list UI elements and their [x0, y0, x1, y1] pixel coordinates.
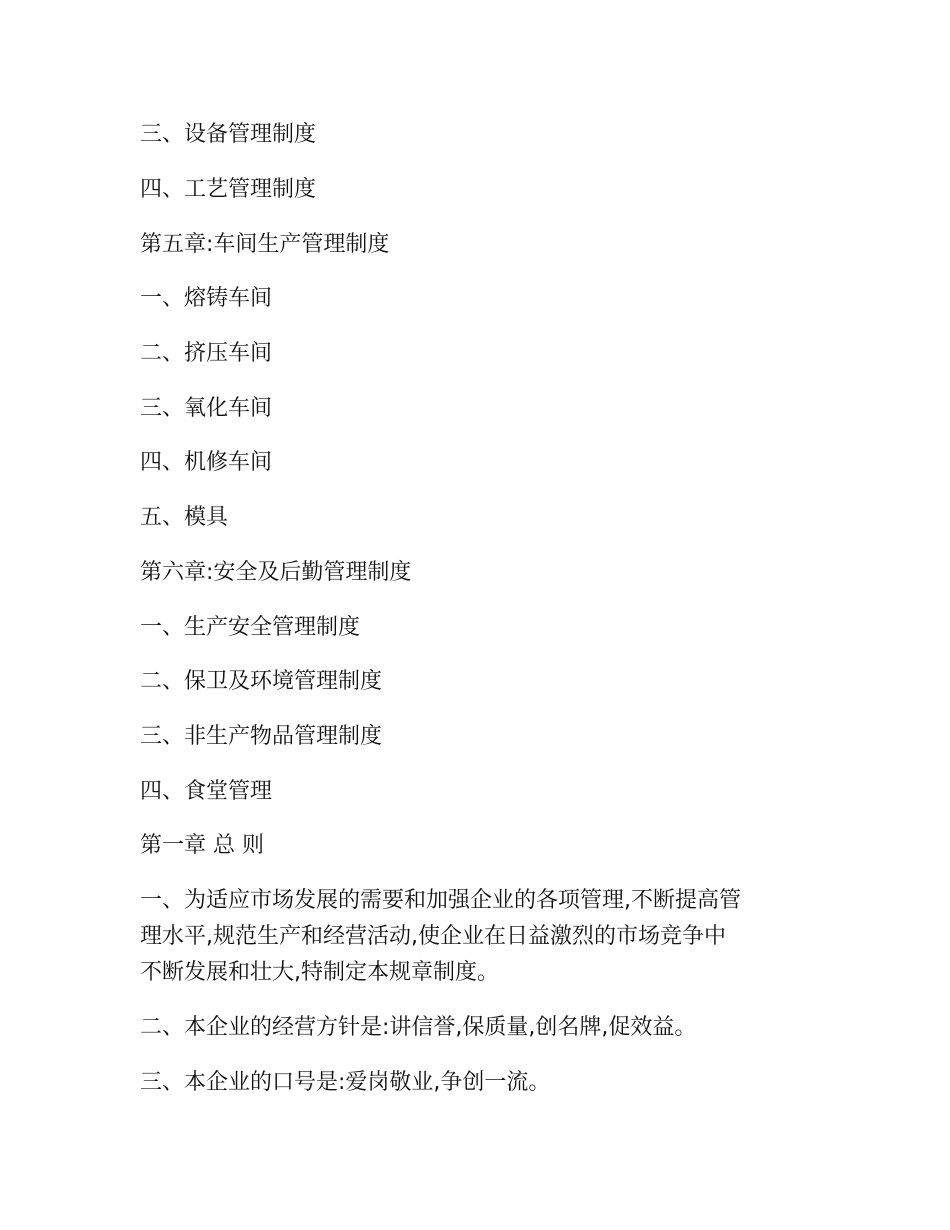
chapter-six-heading: 第六章:安全及后勤管理制度 — [140, 560, 412, 585]
toc-item-extrusion: 二、挤压车间 — [140, 341, 273, 366]
toc-item-equipment: 三、设备管理制度 — [140, 122, 317, 147]
paragraph-purpose-line-3: 不断发展和壮大,特制定本规章制度。 — [140, 960, 499, 985]
toc-item-non-production: 三、非生产物品管理制度 — [140, 724, 383, 749]
toc-item-repair: 四、机修车间 — [140, 450, 273, 475]
paragraph-purpose-line-1: 一、为适应市场发展的需要和加强企业的各项管理,不断提高管 — [140, 888, 741, 913]
toc-item-process: 四、工艺管理制度 — [140, 177, 317, 202]
toc-item-canteen: 四、食堂管理 — [140, 779, 273, 804]
toc-item-mold: 五、模具 — [140, 505, 229, 530]
toc-item-oxidation: 三、氧化车间 — [140, 396, 273, 421]
paragraph-slogan: 三、本企业的口号是:爱岗敬业,争创一流。 — [140, 1070, 551, 1095]
paragraph-purpose — [140, 883, 820, 991]
chapter-five-heading: 第五章:车间生产管理制度 — [140, 232, 390, 257]
paragraph-policy: 二、本企业的经营方针是:讲信誉,保质量,创名牌,促效益。 — [140, 1015, 697, 1040]
toc-item-production-safety: 一、生产安全管理制度 — [140, 615, 361, 640]
chapter-one-heading: 第一章 总 则 — [140, 833, 264, 858]
toc-item-security-environment: 二、保卫及环境管理制度 — [140, 669, 383, 694]
toc-item-casting: 一、熔铸车间 — [140, 286, 273, 311]
paragraph-purpose-line-2: 理水平,规范生产和经营活动,使企业在日益激烈的市场竞争中 — [140, 924, 726, 949]
